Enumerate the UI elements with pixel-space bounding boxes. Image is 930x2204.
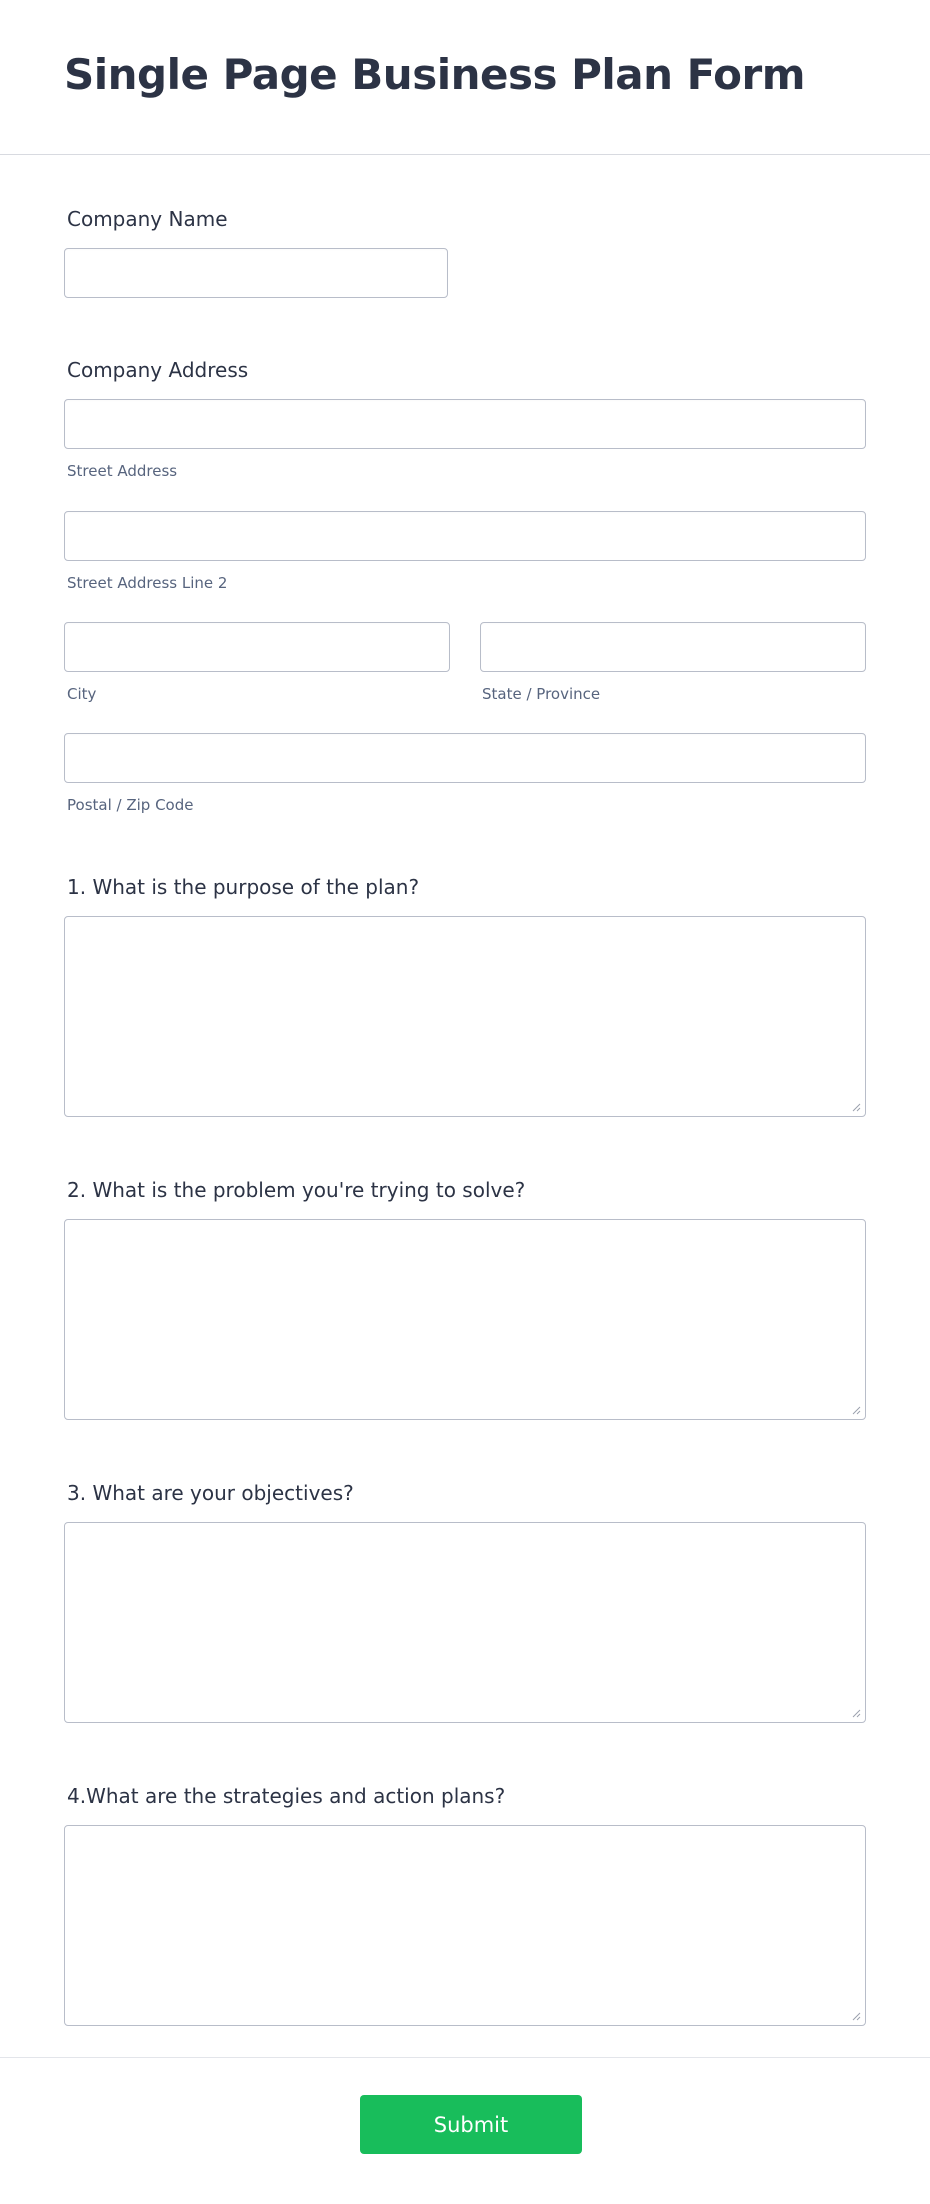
city-input[interactable] bbox=[64, 622, 450, 672]
question-strategies-textarea[interactable] bbox=[64, 1825, 866, 2026]
state-province-sublabel: State / Province bbox=[482, 685, 601, 703]
resize-grip-icon[interactable] bbox=[851, 1405, 861, 1415]
question-strategies-label: 4.What are the strategies and action plans? bbox=[67, 1784, 506, 1808]
submit-button[interactable]: Submit bbox=[360, 2095, 582, 2154]
form-header bbox=[0, 0, 930, 155]
street-address-sublabel: Street Address bbox=[67, 462, 178, 480]
question-purpose-label: 1. What is the purpose of the plan? bbox=[67, 875, 420, 899]
question-purpose-textarea[interactable] bbox=[64, 916, 866, 1117]
city-sublabel: City bbox=[67, 685, 97, 703]
street-address-line2-sublabel: Street Address Line 2 bbox=[67, 574, 228, 592]
resize-grip-icon[interactable] bbox=[851, 2011, 861, 2021]
question-problem-textarea[interactable] bbox=[64, 1219, 866, 1420]
question-objectives-textarea[interactable] bbox=[64, 1522, 866, 1723]
postal-code-input[interactable] bbox=[64, 733, 866, 783]
question-objectives-label: 3. What are your objectives? bbox=[67, 1481, 354, 1505]
postal-code-sublabel: Postal / Zip Code bbox=[67, 796, 194, 814]
resize-grip-icon[interactable] bbox=[851, 1708, 861, 1718]
resize-grip-icon[interactable] bbox=[851, 1102, 861, 1112]
company-name-input[interactable] bbox=[64, 248, 448, 298]
question-problem-label: 2. What is the problem you're trying to solve? bbox=[67, 1178, 526, 1202]
company-address-label: Company Address bbox=[67, 358, 249, 382]
street-address-line2-input[interactable] bbox=[64, 511, 866, 561]
form-footer bbox=[0, 2057, 930, 2204]
street-address-input[interactable] bbox=[64, 399, 866, 449]
page-title: Single Page Business Plan Form bbox=[64, 50, 805, 99]
company-name-label: Company Name bbox=[67, 207, 228, 231]
state-province-input[interactable] bbox=[480, 622, 866, 672]
